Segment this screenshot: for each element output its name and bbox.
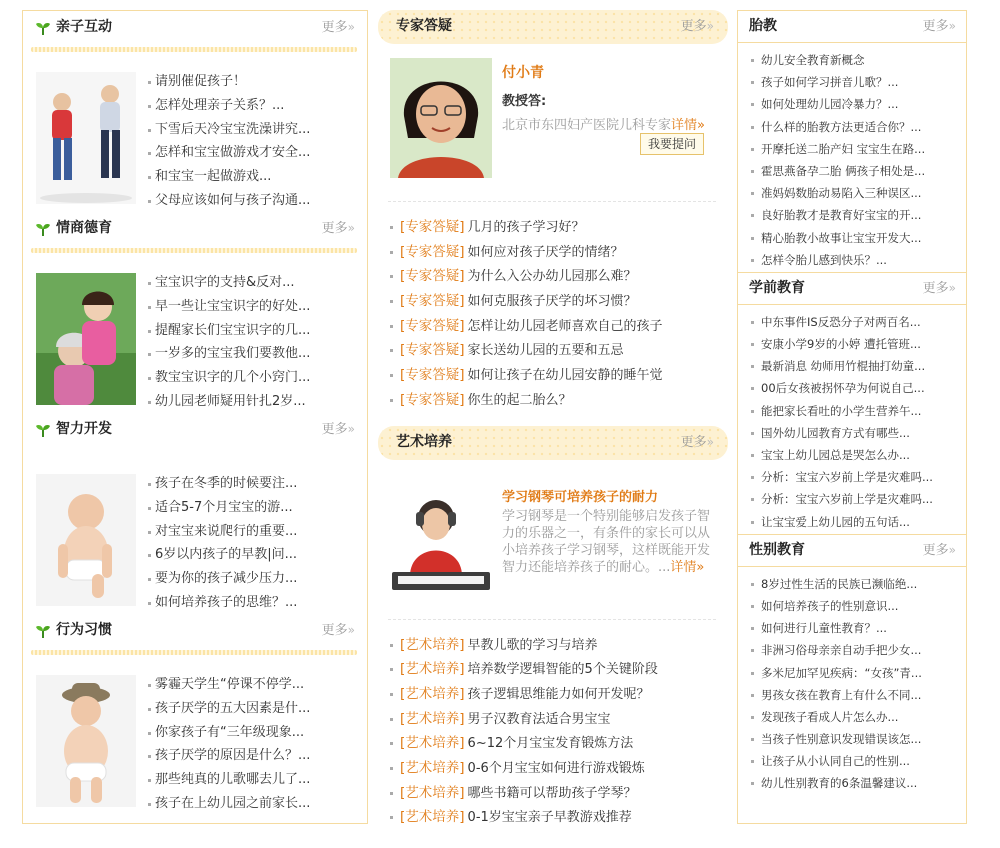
ask-question-button[interactable]: 我要提问 bbox=[640, 133, 704, 155]
divider bbox=[31, 248, 357, 253]
more-link[interactable]: 更多» bbox=[922, 19, 956, 34]
item-text[interactable]: 孩子逻辑思维能力如何开发呢？ bbox=[467, 686, 650, 702]
article-list bbox=[148, 674, 360, 817]
item-text[interactable]: 几月的孩子学习好？ bbox=[467, 220, 585, 235]
expert-name[interactable]: 付小青 bbox=[502, 65, 544, 81]
expert-qa-list bbox=[390, 216, 728, 414]
list-item[interactable]: 早一些让宝宝识字的好处... bbox=[148, 296, 360, 320]
category-tag[interactable]: [艺术培养] bbox=[400, 661, 465, 678]
list-item[interactable]: 霍思燕备孕二胎 俩孩子相处是... bbox=[751, 161, 959, 183]
item-text[interactable]: 为什么入公办幼儿园那么难？ bbox=[467, 269, 637, 285]
more-link[interactable]: 更多» bbox=[321, 422, 355, 437]
expert-header bbox=[378, 10, 728, 44]
list-item[interactable]: 宝宝识字的支持&反对... bbox=[148, 272, 360, 296]
category-tag[interactable]: [专家答疑] bbox=[400, 293, 465, 310]
section-xingwei bbox=[23, 614, 367, 815]
list-item[interactable]: 怎样处理亲子关系？... bbox=[148, 95, 360, 119]
item-text[interactable]: 0-6个月宝宝如何进行游戏锻炼 bbox=[467, 760, 645, 776]
list-item[interactable]: 教宝宝识字的几个小窍门... bbox=[148, 367, 360, 391]
list-item[interactable]: 提醒家长们宝宝识字的几... bbox=[148, 320, 360, 344]
section-header bbox=[23, 11, 367, 49]
section-title: 专家答疑 bbox=[396, 18, 452, 34]
list-item[interactable] bbox=[390, 364, 728, 389]
list-item[interactable]: 多米尼加罕见疾病：“女孩”青... bbox=[751, 663, 959, 685]
art-header bbox=[378, 426, 728, 460]
list-item[interactable]: 孩子厌学的五大因素是什... bbox=[148, 698, 360, 722]
piano-child-image bbox=[390, 484, 490, 602]
list-item[interactable] bbox=[390, 265, 728, 290]
list-item[interactable]: 让孩子从小认同自己的性别... bbox=[751, 751, 959, 773]
section-title: 智力开发 bbox=[56, 421, 112, 437]
list-item[interactable] bbox=[390, 315, 728, 340]
list-item[interactable]: 中东事件IS反恐分子对两百名... bbox=[751, 312, 959, 334]
list-item[interactable]: 开摩托送二胎产妇 宝宝生在路... bbox=[751, 139, 959, 161]
middle-column bbox=[378, 10, 728, 824]
section-taijiao bbox=[738, 11, 966, 273]
category-tag[interactable]: [专家答疑] bbox=[400, 367, 465, 384]
more-link[interactable]: 更多» bbox=[922, 542, 956, 558]
category-tag[interactable]: [专家答疑] bbox=[400, 391, 465, 408]
list-item[interactable]: 如何培养孩子的思维？... bbox=[148, 592, 360, 616]
list-item[interactable] bbox=[390, 757, 728, 782]
list-item[interactable] bbox=[390, 806, 728, 831]
list-item[interactable]: 国外幼儿园教育方式有哪些... bbox=[751, 423, 959, 445]
category-tag[interactable]: [艺术培养] bbox=[400, 685, 465, 702]
item-text[interactable]: 哪些书籍可以帮助孩子学琴？ bbox=[467, 785, 637, 801]
list-item[interactable] bbox=[390, 732, 728, 757]
list-item[interactable]: 让宝宝爱上幼儿园的五句话... bbox=[751, 512, 959, 534]
category-tag[interactable]: [艺术培养] bbox=[400, 636, 465, 653]
section-header bbox=[738, 273, 966, 305]
list-item[interactable] bbox=[390, 339, 728, 364]
section-image[interactable] bbox=[36, 273, 136, 405]
sprout-icon bbox=[35, 422, 51, 438]
section-header bbox=[23, 413, 367, 451]
item-text[interactable]: 家长送幼儿园的五要和五忌 bbox=[467, 343, 624, 359]
list-item[interactable]: 适合5-7个月宝宝的游... bbox=[148, 497, 360, 521]
article-list bbox=[738, 43, 966, 272]
list-item[interactable]: 准妈妈数胎动易陷入三种误区... bbox=[751, 183, 959, 205]
list-item[interactable]: 00后女孩被拐怀孕为何说自己... bbox=[751, 378, 959, 400]
grandma-child-image bbox=[36, 273, 136, 405]
list-item[interactable]: 如何培养孩子的性别意识... bbox=[751, 596, 959, 618]
expert-card bbox=[388, 44, 716, 202]
list-item[interactable]: 6岁以内孩子的早教|问... bbox=[148, 544, 360, 568]
list-item[interactable]: 幼儿性别教育的6条温馨建议... bbox=[751, 773, 959, 795]
list-item[interactable]: 对宝宝来说爬行的重要... bbox=[148, 521, 360, 545]
item-text[interactable]: 如何克服孩子厌学的坏习惯？ bbox=[467, 294, 637, 310]
category-tag[interactable]: [艺术培养] bbox=[400, 710, 465, 727]
list-item[interactable]: 那些纯真的儿歌哪去儿了... bbox=[148, 769, 360, 793]
list-item[interactable]: 要为你的孩子减少压力... bbox=[148, 568, 360, 592]
item-text[interactable]: 6~12个月宝宝发育锻炼方法 bbox=[467, 736, 634, 752]
section-title: 艺术培养 bbox=[396, 433, 452, 450]
art-feature-image[interactable] bbox=[390, 484, 490, 602]
list-item[interactable] bbox=[390, 683, 728, 708]
detail-link[interactable]: 详情» bbox=[670, 559, 705, 575]
list-item[interactable]: 一岁多的宝宝我们要教他... bbox=[148, 343, 360, 367]
article-list bbox=[738, 567, 966, 796]
list-item[interactable]: 安康小学9岁的小婷 遭托管班... bbox=[751, 334, 959, 356]
list-item[interactable] bbox=[390, 389, 728, 414]
expert-portrait bbox=[390, 58, 492, 178]
list-item[interactable]: 怎样和宝宝做游戏才安全... bbox=[148, 142, 360, 166]
divider bbox=[31, 47, 357, 52]
more-link[interactable]: 更多» bbox=[321, 221, 355, 236]
item-text[interactable]: 如何让孩子在幼儿园安静的睡午觉 bbox=[467, 368, 663, 384]
category-tag[interactable]: [专家答疑] bbox=[400, 243, 465, 260]
list-item[interactable]: 和宝宝一起做游戏... bbox=[148, 166, 360, 190]
list-item[interactable]: 幼儿安全教育新概念 bbox=[751, 50, 959, 72]
list-item[interactable]: 雾霾天学生“停课不停学... bbox=[148, 674, 360, 698]
section-header bbox=[23, 212, 367, 250]
list-item[interactable]: 当孩子性别意识发现错误该怎... bbox=[751, 729, 959, 751]
art-article-list bbox=[390, 634, 728, 832]
list-item[interactable]: 父母应该如何与孩子沟通... bbox=[148, 190, 360, 214]
list-item[interactable] bbox=[390, 241, 728, 266]
section-title: 情商德育 bbox=[56, 220, 112, 236]
section-title: 学前教育 bbox=[749, 279, 805, 296]
section-title: 行为习惯 bbox=[56, 622, 112, 638]
list-item[interactable]: 分析：宝宝六岁前上学是灾难吗... bbox=[751, 489, 959, 511]
category-tag[interactable]: [艺术培养] bbox=[400, 759, 465, 776]
section-header bbox=[738, 535, 966, 567]
list-item[interactable] bbox=[390, 216, 728, 241]
item-text[interactable]: 早教儿歌的学习与培养 bbox=[467, 637, 598, 653]
category-tag[interactable]: [专家答疑] bbox=[400, 268, 465, 285]
category-tag[interactable]: [专家答疑] bbox=[400, 317, 465, 334]
section-title: 亲子互动 bbox=[56, 19, 112, 35]
sprout-icon bbox=[35, 221, 51, 237]
baby-image bbox=[36, 474, 136, 606]
list-item[interactable]: 如何处理幼儿园冷暴力？... bbox=[751, 94, 959, 116]
list-item[interactable] bbox=[390, 290, 728, 315]
section-zhili bbox=[23, 413, 367, 614]
category-tag[interactable]: [专家答疑] bbox=[400, 219, 465, 235]
expert-description: 北京市东四妇产医院儿科专家详情» bbox=[502, 118, 705, 133]
list-item[interactable]: 孩子在上幼儿园之前家长... bbox=[148, 793, 360, 817]
more-link[interactable]: 更多» bbox=[321, 623, 355, 638]
list-item[interactable] bbox=[390, 658, 728, 683]
list-item[interactable]: 下雪后天冷宝宝洗澡讲究... bbox=[148, 119, 360, 143]
section-image[interactable] bbox=[36, 474, 136, 606]
list-item[interactable] bbox=[390, 782, 728, 807]
list-item[interactable]: 发现孩子看成人片怎么办... bbox=[751, 707, 959, 729]
list-item[interactable] bbox=[390, 708, 728, 733]
section-qingshang bbox=[23, 212, 367, 413]
item-text[interactable]: 怎样让幼儿园老师喜欢自己的孩子 bbox=[467, 318, 663, 334]
list-item[interactable]: 非洲习俗母亲亲自动手把少女... bbox=[751, 640, 959, 662]
more-link[interactable]: 更多» bbox=[680, 434, 714, 450]
art-feature-title[interactable]: 学习钢琴可培养孩子的耐力 bbox=[502, 489, 659, 505]
section-header bbox=[23, 614, 367, 652]
list-item[interactable]: 8岁过性生活的民族已濒临绝... bbox=[751, 574, 959, 596]
article-list bbox=[148, 272, 360, 415]
toddlers-image bbox=[36, 72, 136, 204]
item-text[interactable]: 培养数学逻辑智能的5个关键阶段 bbox=[467, 662, 658, 678]
section-image[interactable] bbox=[36, 72, 136, 204]
more-link[interactable]: 更多» bbox=[680, 19, 714, 34]
art-feature-description: 学习钢琴是一个特别能够启发孩子智力的乐器之一，有条件的家长可以从小培养孩子学习钢琴，这样既能开发智力还能培养孩子的耐心。...详情» bbox=[502, 508, 711, 575]
list-item[interactable]: 男孩女孩在教育上有什么不同... bbox=[751, 685, 959, 707]
list-item[interactable]: 什么样的胎教方法更适合你？... bbox=[751, 117, 959, 139]
item-text[interactable]: 如何应对孩子厌学的情绪？ bbox=[467, 244, 624, 260]
left-column bbox=[22, 10, 368, 824]
article-list bbox=[738, 305, 966, 534]
section-title: 性别教育 bbox=[749, 541, 805, 558]
section-header bbox=[738, 11, 966, 43]
section-title: 胎教 bbox=[749, 18, 777, 34]
baby-hat-image bbox=[36, 675, 136, 807]
section-xingbie bbox=[738, 535, 966, 796]
list-item[interactable]: 请别催促孩子！ bbox=[148, 71, 360, 95]
list-item[interactable]: 宝宝上幼儿园总是哭怎么办... bbox=[751, 445, 959, 467]
list-item[interactable]: 你家孩子有“三年级现象... bbox=[148, 722, 360, 746]
divider bbox=[31, 650, 357, 655]
detail-link[interactable]: 详情» bbox=[671, 118, 705, 133]
list-item[interactable]: 能把家长看吐的小学生营养午... bbox=[751, 401, 959, 423]
list-item[interactable]: 精心胎教小故事让宝宝开发大... bbox=[751, 228, 959, 250]
list-item[interactable]: 孩子如何学习拼音儿歌？... bbox=[751, 72, 959, 94]
list-item[interactable]: 最新消息 幼师用竹棍抽打幼童... bbox=[751, 356, 959, 378]
section-qinzi bbox=[23, 11, 367, 212]
category-tag[interactable]: [艺术培养] bbox=[400, 784, 465, 801]
more-link[interactable]: 更多» bbox=[922, 280, 956, 296]
right-column bbox=[737, 10, 967, 824]
list-item[interactable]: 孩子在冬季的时候要注... bbox=[148, 473, 360, 497]
list-item[interactable]: 良好胎教才是教育好宝宝的开... bbox=[751, 205, 959, 227]
expert-role: 教授答: bbox=[502, 94, 547, 109]
item-text[interactable]: 男子汉教育法适合男宝宝 bbox=[467, 711, 611, 727]
section-image[interactable] bbox=[36, 675, 136, 807]
list-item[interactable]: 如何进行儿童性教育？... bbox=[751, 618, 959, 640]
art-feature bbox=[388, 460, 716, 620]
list-item[interactable]: 孩子厌学的原因是什么？... bbox=[148, 745, 360, 769]
list-item[interactable]: 幼儿园老师疑用针扎2岁... bbox=[148, 391, 360, 415]
category-tag[interactable]: [艺术培养] bbox=[400, 809, 465, 826]
item-text[interactable]: 你生的起二胎么？ bbox=[467, 392, 572, 408]
section-xueqian bbox=[738, 273, 966, 535]
list-item[interactable]: 怎样令胎儿感到快乐？... bbox=[751, 250, 959, 272]
sprout-icon bbox=[35, 20, 51, 36]
article-list bbox=[148, 71, 360, 214]
article-list bbox=[148, 473, 360, 616]
expert-photo[interactable] bbox=[390, 58, 492, 178]
more-link[interactable]: 更多» bbox=[321, 20, 355, 35]
list-item[interactable]: 分析：宝宝六岁前上学是灾难吗... bbox=[751, 467, 959, 489]
sprout-icon bbox=[35, 623, 51, 639]
category-tag[interactable]: [艺术培养] bbox=[400, 735, 465, 752]
list-item[interactable] bbox=[390, 634, 728, 659]
item-text[interactable]: 0-1岁宝宝亲子早教游戏推荐 bbox=[467, 810, 632, 826]
category-tag[interactable]: [专家答疑] bbox=[400, 342, 465, 359]
